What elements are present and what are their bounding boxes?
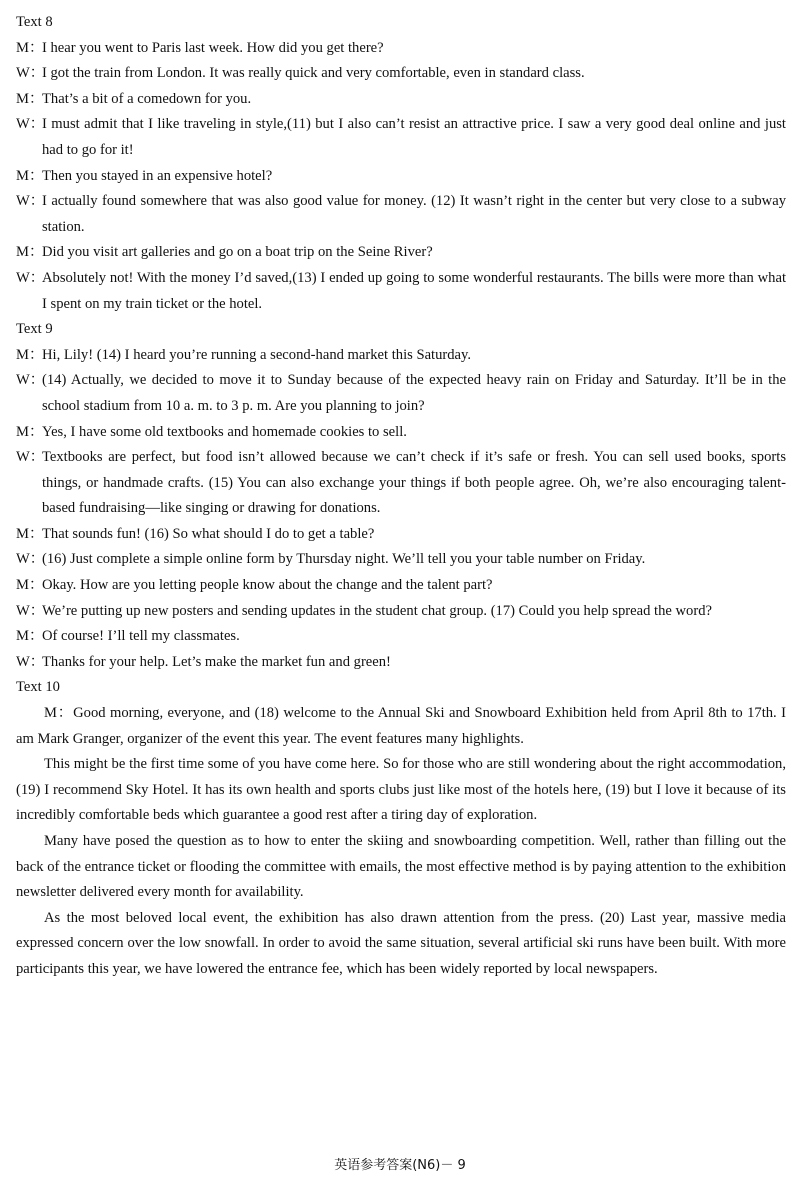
dialogue-turn bbox=[16, 87, 786, 113]
utterance: Okay. How are you letting people know about the change and the talent part? bbox=[42, 577, 493, 594]
text-9-section bbox=[16, 317, 786, 675]
page-footer: 英语参考答案(N6)－ 9 bbox=[334, 1158, 466, 1173]
dialogue-turn bbox=[16, 240, 786, 266]
dialogue-turn bbox=[16, 266, 786, 317]
speaker-label: M： bbox=[16, 167, 44, 184]
dialogue-turn bbox=[16, 164, 786, 190]
text-8-section bbox=[16, 10, 786, 317]
speaker-label: W： bbox=[16, 449, 45, 466]
speaker-label: M： bbox=[16, 577, 44, 594]
speaker-label: W： bbox=[16, 653, 45, 670]
utterance: (14) Actually, we decided to move it to Sunday because of the expected heavy rain on Friday and Saturday. It’ll be in the school stadium from 10 a. m. to 3 p. m. Are you planning to join? bbox=[42, 372, 786, 414]
utterance: Thanks for your help. Let’s make the market fun and green! bbox=[42, 653, 391, 670]
speaker-label: W： bbox=[16, 372, 45, 389]
document-page bbox=[16, 10, 786, 983]
utterance: I hear you went to Paris last week. How did you get there? bbox=[42, 39, 384, 56]
speaker-label: M： bbox=[16, 244, 44, 261]
utterance: (16) Just complete a simple online form by Thursday night. We’ll tell you your table number on Friday. bbox=[42, 551, 646, 568]
speaker-label: W： bbox=[16, 193, 45, 210]
utterance: Absolutely not! With the money I’d saved,(13) I ended up going to some wonderful restaurants. The bills were more than what I spent on my train ticket or the hotel. bbox=[42, 269, 786, 312]
utterance: Of course! I’ll tell my classmates. bbox=[42, 628, 240, 645]
speaker-label: W： bbox=[16, 551, 45, 568]
utterance: I got the train from London. It was really quick and very comfortable, even in standard class. bbox=[42, 65, 585, 82]
speaker-label: M： bbox=[16, 423, 44, 440]
dialogue-turn bbox=[16, 36, 786, 62]
dialogue-turn bbox=[16, 547, 786, 573]
speaker-label: M： bbox=[16, 39, 44, 56]
text-10-section bbox=[16, 675, 786, 982]
dialogue-turn bbox=[16, 112, 786, 163]
monologue-paragraph: M：Good morning, everyone, and (18) welcome to the Annual Ski and Snowboard Exhibition held from April 8th to 17th. I am Mark Granger, organizer of the event this year. The event features many highlights. bbox=[16, 705, 786, 747]
utterance: That’s a bit of a comedown for you. bbox=[42, 90, 252, 107]
dialogue-turn bbox=[16, 343, 786, 369]
utterance: Textbooks are perfect, but food isn’t allowed because we can’t check if it’s safe or fresh. You can sell used books, sports things, or handmade crafts. (15) You can also exchange your things if both people agree. Oh, we’re also encouraging talent-based fundraising—like singing or drawing for donations. bbox=[42, 449, 786, 517]
section-title: Text 9 bbox=[16, 321, 53, 338]
dialogue-turn bbox=[16, 599, 786, 625]
speaker-label: M： bbox=[16, 525, 44, 542]
speaker-label: W： bbox=[16, 65, 45, 82]
utterance: Hi, Lily! (14) I heard you’re running a second-hand market this Saturday. bbox=[42, 346, 472, 363]
utterance: We’re putting up new posters and sending updates in the student chat group. (17) Could you help spread the word? bbox=[42, 602, 712, 619]
monologue-paragraph: Many have posed the question as to how to enter the skiing and snowboarding competition. Well, rather than filling out the back of the entrance ticket or flooding the committee with emails, the most effective method is by paying attention to the exhibition newsletter delivered every month for availability. bbox=[16, 833, 786, 901]
speaker-label: M： bbox=[16, 346, 44, 363]
section-title: Text 8 bbox=[16, 14, 53, 30]
utterance: I actually found somewhere that was also good value for money. (12) It wasn’t right in the center but very close to a subway station. bbox=[42, 193, 786, 235]
speaker-label: M： bbox=[16, 628, 44, 645]
monologue-paragraph: This might be the first time some of you have come here. So for those who are still wondering about the right accommodation, (19) I recommend Sky Hotel. It has its own health and sports clubs just like most of the hotels here, (19) but I love it because of its incredibly comfortable beds which guarantee a good rest after a tiring day of exploration. bbox=[16, 756, 786, 824]
speaker-label: M： bbox=[16, 90, 44, 107]
utterance: That sounds fun! (16) So what should I do to get a table? bbox=[42, 525, 375, 542]
monologue-paragraph: As the most beloved local event, the exhibition has also drawn attention from the press. (20) Last year, massive media expressed concern over the low snowfall. In order to avoid the same situation, several artificial ski runs have been built. With more participants this year, we have lowered the entrance fee, which has been widely reported by local newspapers. bbox=[16, 909, 786, 977]
dialogue-turn bbox=[16, 650, 786, 676]
section-title: Text 10 bbox=[16, 679, 60, 696]
dialogue-turn bbox=[16, 420, 786, 446]
dialogue-turn bbox=[16, 522, 786, 548]
utterance: I must admit that I like traveling in style,(11) but I also can’t resist an attractive price. I saw a very good deal online and just had to go for it! bbox=[42, 116, 786, 158]
speaker-label: W： bbox=[16, 116, 45, 133]
dialogue-turn bbox=[16, 624, 786, 650]
speaker-label: W： bbox=[16, 269, 45, 286]
dialogue-turn bbox=[16, 445, 786, 522]
utterance: Yes, I have some old textbooks and homemade cookies to sell. bbox=[42, 423, 407, 440]
dialogue-turn bbox=[16, 61, 786, 87]
dialogue-turn bbox=[16, 189, 786, 240]
dialogue-turn bbox=[16, 368, 786, 419]
utterance: Then you stayed in an expensive hotel? bbox=[42, 167, 273, 184]
dialogue-turn bbox=[16, 573, 786, 599]
utterance: Did you visit art galleries and go on a boat trip on the Seine River? bbox=[42, 244, 433, 261]
speaker-label: W： bbox=[16, 602, 45, 619]
